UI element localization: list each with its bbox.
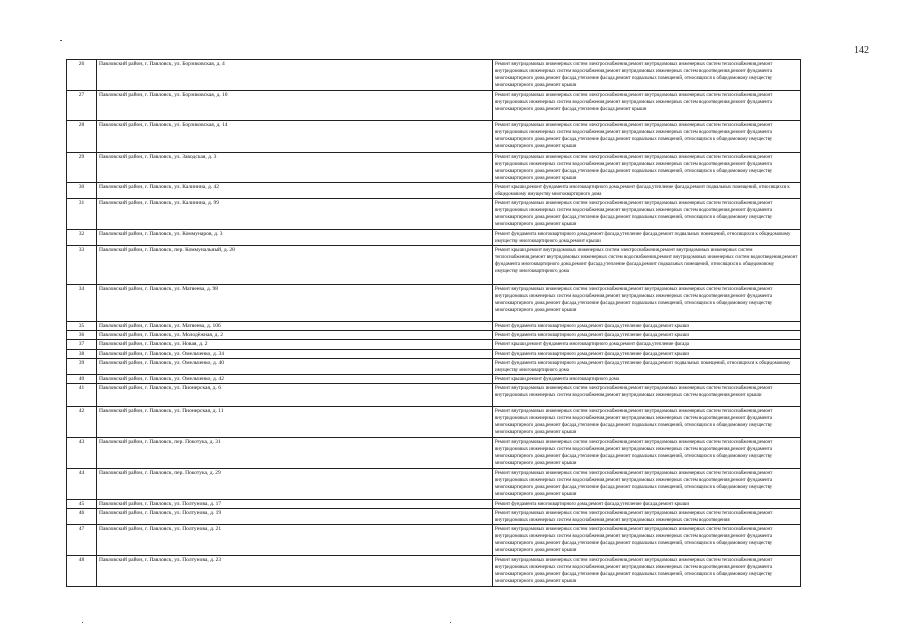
row-number: 39: [67, 358, 97, 374]
row-works: Ремонт крыши,ремонт фундамента многоквартирного дома,ремонт фасада,утепление фасада: [493, 340, 801, 349]
row-works: Ремонт фундамента многоквартирного дома,ремонт фасада,утепление фасада,ремонт крыши: [493, 500, 801, 509]
table-row: [67, 91, 801, 121]
row-address: Павловский район, г. Павловск, ул. Полтунова, д. 21: [97, 525, 493, 556]
row-works: Ремонт внутридомовых инженерных систем электроснабжения,ремонт внутридомовых инженерных систем теплоснабжения,ремонт внутридомовых инженерных систем водоснабжения,ремонт внутридомовых инженерных систем водоотведения: [493, 509, 801, 525]
row-address: Павловский район, г. Павловск, пер. Покотука, д. 29: [97, 469, 493, 500]
row-works: Ремонт внутридомовых инженерных систем электроснабжения,ремонт внутридомовых инженерных систем теплоснабжения,ремонт внутридомовых инженерных систем водоснабжения,ремонт внутридомовых инженерных систем водоотведения,ремонт фундамента многоквартирного дома,ремонт фасада,утепление фасада,ремонт крыши: [493, 91, 801, 121]
table-row: [67, 153, 801, 183]
row-works: Ремонт фундамента многоквартирного дома,ремонт фасада,утепление фасада,ремонт крыши: [493, 322, 801, 331]
table-row: [67, 469, 801, 500]
table-row: [67, 246, 801, 285]
row-number: 41: [67, 384, 97, 407]
row-works: Ремонт внутридомовых инженерных систем электроснабжения,ремонт внутридомовых инженерных систем теплоснабжения,ремонт внутридомовых инженерных систем водоснабжения,ремонт внутридомовых инженерных систем водоотведения,ремонт фундамента многоквартирного дома,ремонт фасада,утепление фасада,ремонт подвальных помещений, относящихся к общедомовому имуществу многоквартирного дома,ремонт крыши: [493, 525, 801, 556]
row-works: Ремонт внутридомовых инженерных систем электроснабжения,ремонт внутридомовых инженерных систем теплоснабжения,ремонт внутридомовых инженерных систем водоснабжения,ремонт внутридомовых инженерных систем водоотведения,ремонт фундамента многоквартирного дома,ремонт фасада,утепление фасада,ремонт подвальных помещений, относящихся к общедомовому имуществу многоквартирного дома,ремонт крыши: [493, 285, 801, 322]
row-number: 40: [67, 374, 97, 383]
row-works: Ремонт внутридомовых инженерных систем электроснабжения,ремонт внутридомовых инженерных систем теплоснабжения,ремонт внутридомовых инженерных систем водоснабжения,ремонт внутридомовых инженерных систем водоотведения,ремонт фундамента многоквартирного дома,ремонт фасада,утепление фасада,ремонт подвальных помещений, относящихся к общедомовому имуществу многоквартирного дома,ремонт крыши: [493, 407, 801, 438]
table-row: [67, 500, 801, 509]
table-row: [67, 374, 801, 383]
row-number: 43: [67, 438, 97, 469]
row-number: 44: [67, 469, 97, 500]
row-works: Ремонт внутридомовых инженерных систем электроснабжения,ремонт внутридомовых инженерных систем теплоснабжения,ремонт внутридомовых инженерных систем водоснабжения,ремонт внутридомовых инженерных систем водоотведения,ремонт фундамента многоквартирного дома,ремонт фасада,утепление фасада,ремонт подвальных помещений, относящихся к общедомовому имуществу многоквартирного дома,ремонт крыши: [493, 199, 801, 230]
table-row: [67, 340, 801, 349]
row-address: Павловский район, г. Павловск, ул. Калинина, д. 42: [97, 183, 493, 199]
row-address: Павловский район, г. Павловск, ул. Борзиковская, д. 14: [97, 121, 493, 153]
row-address: Павловский район, г. Павловск, ул. Омельченко, д. 34: [97, 349, 493, 358]
row-number: 36: [67, 331, 97, 340]
table-row: [67, 438, 801, 469]
row-address: Павловский район, г. Павловск, ул. Заводская, д. 3: [97, 153, 493, 183]
row-number: 33: [67, 246, 97, 285]
row-address: Павловский район, г. Павловск, ул. Омельченко, д. 42: [97, 374, 493, 383]
row-address: Павловский район, г. Павловск, ул. Омельченко, д. 40: [97, 358, 493, 374]
row-address: Павловский район, г. Павловск, пер. Покотука, д. 31: [97, 438, 493, 469]
table-row: [67, 331, 801, 340]
repair-register-table: [66, 59, 801, 587]
row-address: Павловский район, г. Павловск, ул. Пионерская, д. 6: [97, 384, 493, 407]
row-address: Павловский район, г. Павловск, пер. Коммунальный, д. 28: [97, 246, 493, 285]
row-number: 30: [67, 183, 97, 199]
row-works: Ремонт внутридомовых инженерных систем электроснабжения,ремонт внутридомовых инженерных систем теплоснабжения,ремонт внутридомовых инженерных систем водоснабжения,ремонт внутридомовых инженерных систем водоотведения,ремонт крыши: [493, 384, 801, 407]
row-address: Павловский район, г. Павловск, ул. Пионерская, д. 11: [97, 407, 493, 438]
row-number: 28: [67, 121, 97, 153]
row-number: 27: [67, 91, 97, 121]
row-address: Павловский район, г. Павловск, ул. Молодёжная, д. 2: [97, 331, 493, 340]
row-works: Ремонт крыши,ремонт внутридомовых инженерных систем электроснабжения,ремонт внутридомовых инженерных систем теплоснабжения,ремонт внутридомовых инженерных систем водоснабжения,ремонт внутридомовых инженерных систем водоотведения,ремонт фундамента многоквартирного дома,ремонт фасада,утепление фасада,ремонт подвальных помещений, относящихся к общедомовому имуществу многоквартирного дома: [493, 246, 801, 285]
row-number: 34: [67, 285, 97, 322]
scan-speck: [60, 40, 62, 41]
row-works: Ремонт фундамента многоквартирного дома,ремонт фасада,утепление фасада,ремонт крыши: [493, 349, 801, 358]
table-row: [67, 358, 801, 374]
row-works: Ремонт крыши,ремонт фундамента многоквартирного дома,ремонт фасада,утепление фасада,ремонт подвальных помещений, относящихся к общедомовому имуществу многоквартирного дома: [493, 183, 801, 199]
row-address: Павловский район, г. Павловск, ул. Матвеева, д. 98: [97, 285, 493, 322]
table-row: [67, 556, 801, 587]
table-row: [67, 509, 801, 525]
row-number: 37: [67, 340, 97, 349]
row-works: Ремонт фундамента многоквартирного дома,ремонт фасада,утепление фасада,ремонт подвальных помещений, относящихся к общедомовому имуществу многоквартирного дома,ремонт крыши: [493, 230, 801, 246]
row-number: 48: [67, 556, 97, 587]
row-works: Ремонт внутридомовых инженерных систем электроснабжения,ремонт внутридомовых инженерных систем теплоснабжения,ремонт внутридомовых инженерных систем водоснабжения,ремонт внутридомовых инженерных систем водоотведения,ремонт фундамента многоквартирного дома,ремонт фасада,утепление фасада,ремонт подвальных помещений, относящихся к общедомовому имуществу многоквартирного дома,ремонт крыши: [493, 153, 801, 183]
row-address: Павловский район, г. Павловск, ул. Борзиковская, д. 10: [97, 91, 493, 121]
row-works: Ремонт внутридомовых инженерных систем электроснабжения,ремонт внутридомовых инженерных систем теплоснабжения,ремонт внутридомовых инженерных систем водоснабжения,ремонт внутридомовых инженерных систем водоотведения,ремонт фундамента многоквартирного дома,ремонт фасада,утепление фасада,ремонт подвальных помещений, относящихся к общедомовому имуществу многоквартирного дома,ремонт крыши: [493, 556, 801, 587]
row-works: Ремонт внутридомовых инженерных систем электроснабжения,ремонт внутридомовых инженерных систем теплоснабжения,ремонт внутридомовых инженерных систем водоснабжения,ремонт внутридомовых инженерных систем водоотведения,ремонт фундамента многоквартирного дома,ремонт фасада,утепление фасада,ремонт подвальных помещений, относящихся к общедомовому имуществу многоквартирного дома,ремонт крыши: [493, 469, 801, 500]
row-address: Павловский район, г. Павловск, ул. Борзиковская, д. 4: [97, 60, 493, 91]
row-address: Павловский район, г. Павловск, ул. Новая, д. 2: [97, 340, 493, 349]
table-row: [67, 349, 801, 358]
row-address: Павловский район, г. Павловск, ул. Коммунаров, д. 3: [97, 230, 493, 246]
row-works: Ремонт внутридомовых инженерных систем электроснабжения,ремонт внутридомовых инженерных систем теплоснабжения,ремонт внутридомовых инженерных систем водоснабжения,ремонт внутридомовых инженерных систем водоотведения,ремонт фундамента многоквартирного дома,ремонт фасада,утепление фасада,ремонт подвальных помещений, относящихся к общедомовому имуществу многоквартирного дома,ремонт крыши: [493, 60, 801, 91]
row-address: Павловский район, г. Павловск, ул. Матвеева, д. 106: [97, 322, 493, 331]
page-number: 142: [854, 45, 869, 56]
row-address: Павловский район, г. Павловск, ул. Полтунова, д. 23: [97, 556, 493, 587]
row-address: Павловский район, г. Павловск, ул. Полтунова, д. 17: [97, 500, 493, 509]
row-works: Ремонт крыши,ремонт фундамента многоквартирного дома: [493, 374, 801, 383]
table-row: [67, 121, 801, 153]
row-number: 46: [67, 509, 97, 525]
table-row: [67, 285, 801, 322]
row-number: 35: [67, 322, 97, 331]
row-works: Ремонт внутридомовых инженерных систем электроснабжения,ремонт внутридомовых инженерных систем теплоснабжения,ремонт внутридомовых инженерных систем водоснабжения,ремонт внутридомовых инженерных систем водоотведения,ремонт фундамента многоквартирного дома,ремонт фасада,утепление фасада,ремонт подвальных помещений, относящихся к общедомовому имуществу многоквартирного дома,ремонт крыши: [493, 121, 801, 153]
table-row: [67, 230, 801, 246]
table-row: [67, 199, 801, 230]
table-row: [67, 183, 801, 199]
row-address: Павловский район, г. Павловск, ул. Полтунова, д. 19: [97, 509, 493, 525]
row-number: 31: [67, 199, 97, 230]
row-number: 47: [67, 525, 97, 556]
row-number: 42: [67, 407, 97, 438]
row-number: 45: [67, 500, 97, 509]
table-row: [67, 407, 801, 438]
row-number: 32: [67, 230, 97, 246]
row-address: Павловский район, г. Павловск, ул. Калинина, д. 99: [97, 199, 493, 230]
row-works: Ремонт фундамента многоквартирного дома,ремонт фасада,утепление фасада,ремонт крыши: [493, 331, 801, 340]
row-works: Ремонт внутридомовых инженерных систем электроснабжения,ремонт внутридомовых инженерных систем теплоснабжения,ремонт внутридомовых инженерных систем водоснабжения,ремонт внутридомовых инженерных систем водоотведения,ремонт фундамента многоквартирного дома,ремонт фасада,утепление фасада,ремонт подвальных помещений, относящихся к общедомовому имуществу многоквартирного дома,ремонт крыши: [493, 438, 801, 469]
table-row: [67, 525, 801, 556]
row-number: 29: [67, 153, 97, 183]
table-row: [67, 384, 801, 407]
table-body: [67, 60, 801, 587]
row-number: 26: [67, 60, 97, 91]
row-number: 38: [67, 349, 97, 358]
table-row: [67, 322, 801, 331]
scan-speck: [82, 622, 83, 623]
scan-speck: [450, 622, 451, 623]
table-row: [67, 60, 801, 91]
row-works: Ремонт фундамента многоквартирного дома,ремонт фасада,утепление фасада,ремонт подвальных помещений, относящихся к общедомовому имуществу многоквартирного дома: [493, 358, 801, 374]
